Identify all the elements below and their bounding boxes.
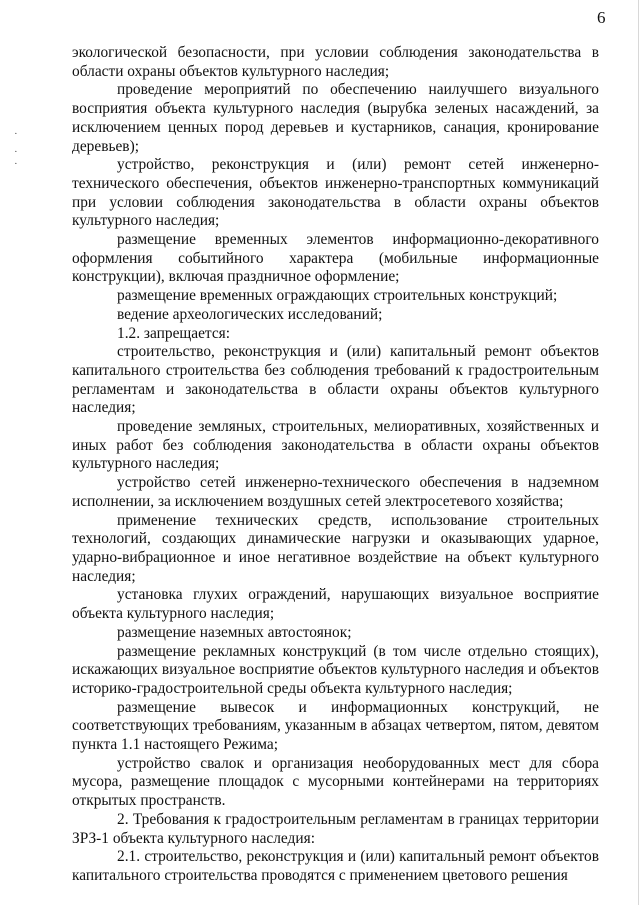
paragraph: устройство сетей инженерно-технического обеспечения в надземном исполнении, за исключением воздушных сетей электросетевого хозяйства;: [72, 474, 599, 510]
paragraph: устройство свалок и организация необорудованных мест для сбора мусора, размещение площадок с мусорными контейнерами на территориях открытых пространств.: [72, 754, 599, 810]
document-body: [72, 44, 599, 886]
paragraph: установка глухих ограждений, нарушающих визуальное восприятие объекта культурного наследия;: [72, 586, 599, 623]
paragraph: размещение наземных автостоянок;: [117, 623, 352, 641]
paragraph: применение технических средств, использование строительных технологий, создающих динамические нагрузки и оказывающих ударное, ударно-вибрационное и иное негативное воздействие на объект культурного наследия;: [72, 511, 599, 585]
paragraph: проведение мероприятий по обеспечению наилучшего визуального восприятия объекта культурного наследия (вырубка зеленых насаждений, за исключением ценных пород деревьев и кустарников, санация, кронирование деревьев);: [72, 81, 599, 155]
margin-mark: ·: [14, 158, 18, 170]
paragraph: размещение вывесок и информационных конструкций, не соответствующих требованиям, указанным в абзацах четвертом, пятом, девятом пункта 1.1 настоящего Режима;: [72, 698, 599, 754]
section-heading: 2. Требования к градостроительным регламентам в границах территории ЗРЗ-1 объекта культурного наследия:: [72, 810, 599, 847]
paragraph: экологической безопасности, при условии соблюдения законодательства в области охраны объектов культурного наследия;: [72, 44, 599, 80]
paragraph: размещение временных ограждающих строительных конструкций;: [117, 287, 558, 305]
paragraph: строительство, реконструкция и (или) капитальный ремонт объектов капитального строительства без соблюдения требований к градостроительным регламентам и законодательства в области охраны объектов культурного наследия;: [72, 343, 599, 417]
section-heading: 1.2. запрещается:: [117, 324, 231, 342]
paragraph: устройство, реконструкция и (или) ремонт сетей инженерно-технического обеспечения, объектов инженерно-транспортных коммуникаций при условии соблюдения законодательства в области охраны объектов культурного наследия;: [72, 156, 599, 230]
page-number: 6: [597, 8, 606, 27]
paragraph: размещение временных элементов информационно-декоративного оформления событийного характера (мобильные информационные конструкции), включая праздничное оформление;: [72, 231, 599, 286]
paragraph: проведение земляных, строительных, мелиоративных, хозяйственных и иных работ без соблюдения законодательства в области охраны объектов культурного наследия;: [72, 418, 599, 473]
paragraph: размещение рекламных конструкций (в том числе отдельно стоящих), искажающих визуальное восприятие объектов культурного наследия и объектов историко-градостроительной среды объекта культурного наследия;: [72, 642, 599, 697]
margin-mark: ·: [14, 128, 18, 140]
paragraph: ведение археологических исследований;: [117, 305, 383, 323]
scan-edge: [638, 0, 639, 905]
paragraph: 2.1. строительство, реконструкция и (или) капитальный ремонт объектов капитального строительства проводятся с применением цветового решения: [72, 848, 599, 884]
margin-mark: ·: [14, 146, 18, 158]
